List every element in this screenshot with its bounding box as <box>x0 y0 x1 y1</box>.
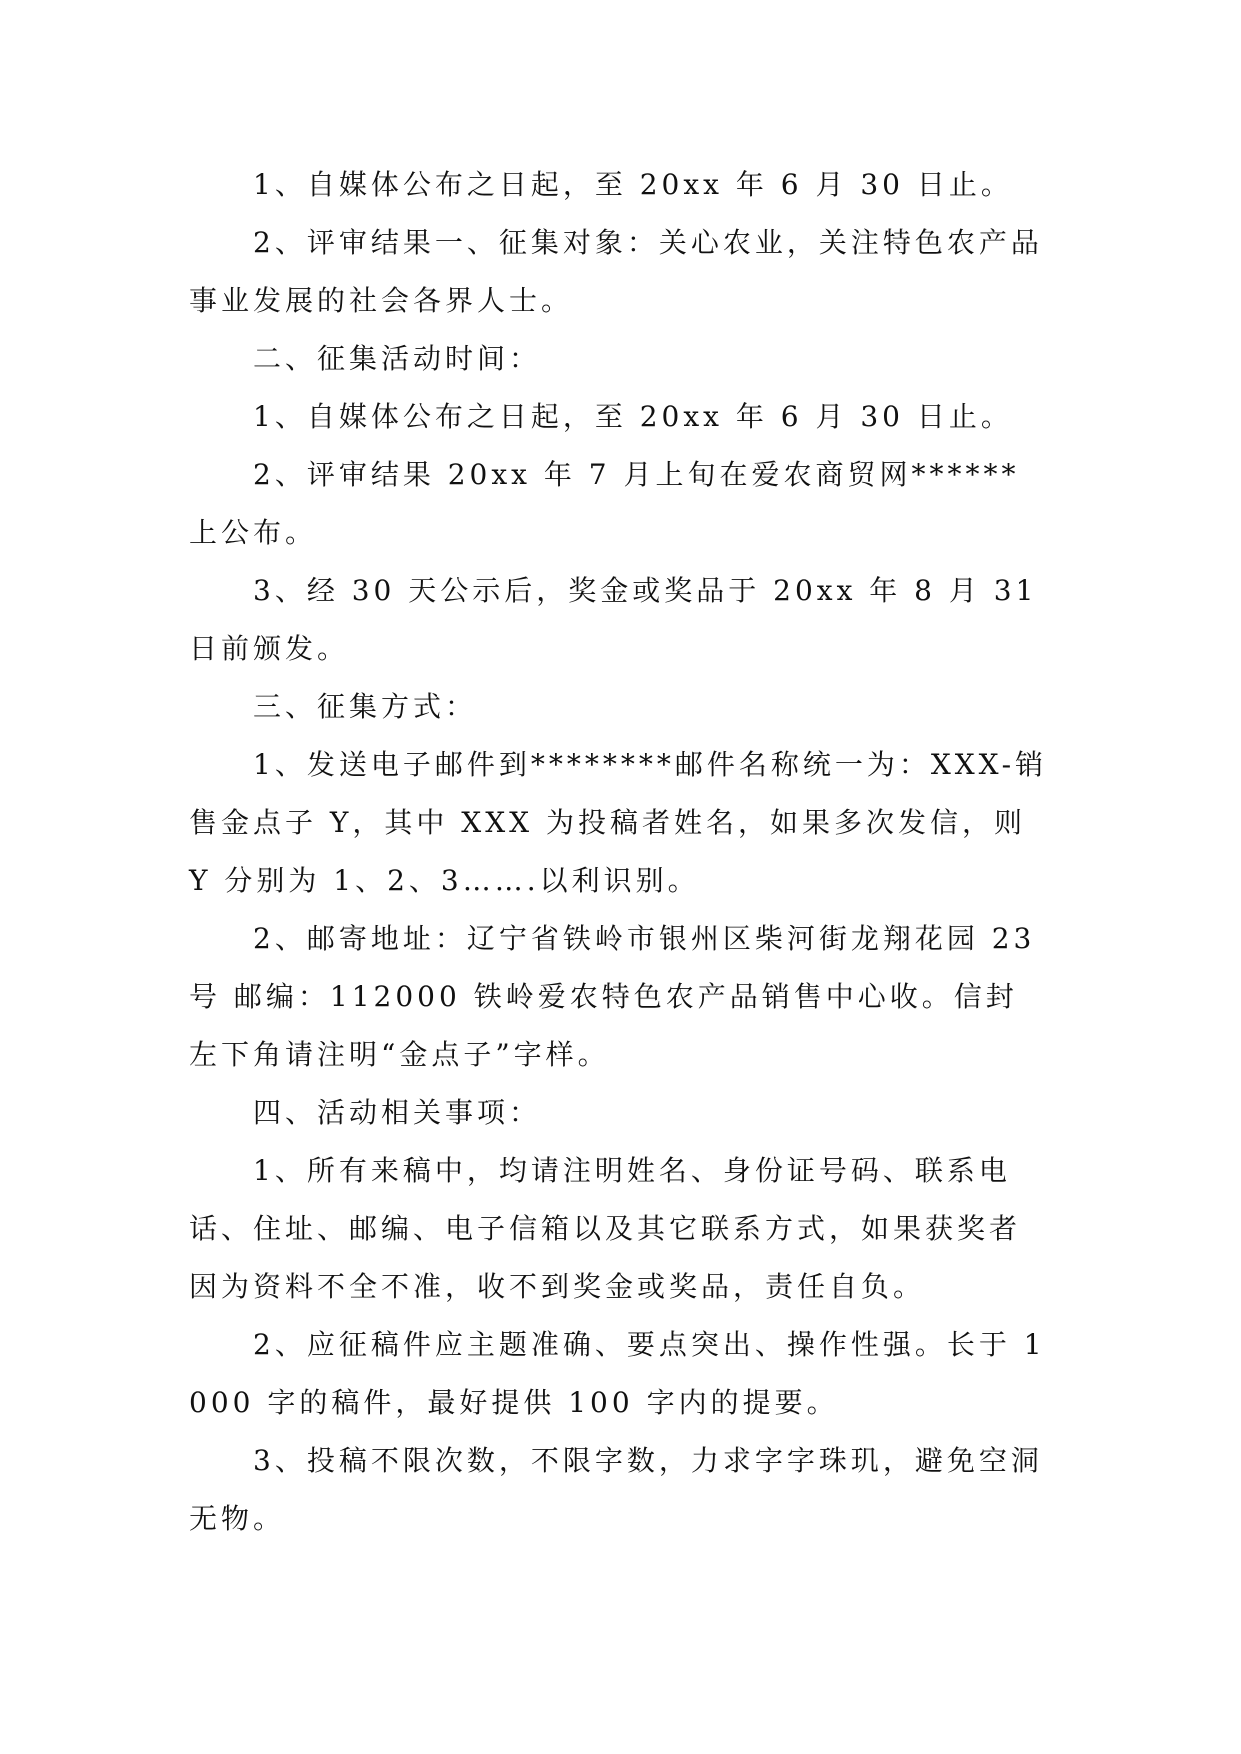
paragraph-1: 1、自媒体公布之日起，至 20xx 年 6 月 30 日止。 <box>253 168 1013 201</box>
section-heading-4: 四、活动相关事项： <box>253 1096 542 1129</box>
section-heading-3: 三、征集方式： <box>253 690 478 723</box>
paragraph-2: 2、评审结果一、征集对象：关心农业，关注特色农产品事业发展的社会各界人士。 <box>189 226 1043 317</box>
paragraph-4: 1、自媒体公布之日起，至 20xx 年 6 月 30 日止。 <box>253 400 1013 433</box>
paragraph-5: 2、评审结果 20xx 年 7 月上旬在爱农商贸网******上公布。 <box>189 458 1020 549</box>
paragraph-6: 3、经 30 天公示后，奖金或奖品于 20xx 年 8 月 31 日前颁发。 <box>189 574 1038 665</box>
paragraph-12: 2、应征稿件应主题准确、要点突出、操作性强。长于 1000 字的稿件，最好提供 100 字内的提要。 <box>189 1328 1046 1419</box>
paragraph-8: 1、发送电子邮件到********邮件名称统一为：XXX-销售金点子 Y，其中 XXX 为投稿者姓名，如果多次发信，则 Y 分别为 1、2、3…….以利识别。 <box>189 748 1048 897</box>
paragraph-11: 1、所有来稿中，均请注明姓名、身份证号码、联系电话、住址、邮编、电子信箱以及其它联系方式，如果获奖者因为资料不全不准，收不到奖金或奖品，责任自负。 <box>189 1154 1022 1303</box>
section-heading-2: 二、征集活动时间： <box>253 342 542 375</box>
paragraph-13: 3、投稿不限次数，不限字数，力求字字珠玑，避免空洞无物。 <box>189 1444 1043 1535</box>
document-body <box>189 156 1049 1548</box>
paragraph-9: 2、邮寄地址：辽宁省铁岭市银州区柴河街龙翔花园 23 号 邮编：112000 铁岭爱农特色农产品销售中心收。信封左下角请注明“金点子”字样。 <box>189 922 1036 1071</box>
